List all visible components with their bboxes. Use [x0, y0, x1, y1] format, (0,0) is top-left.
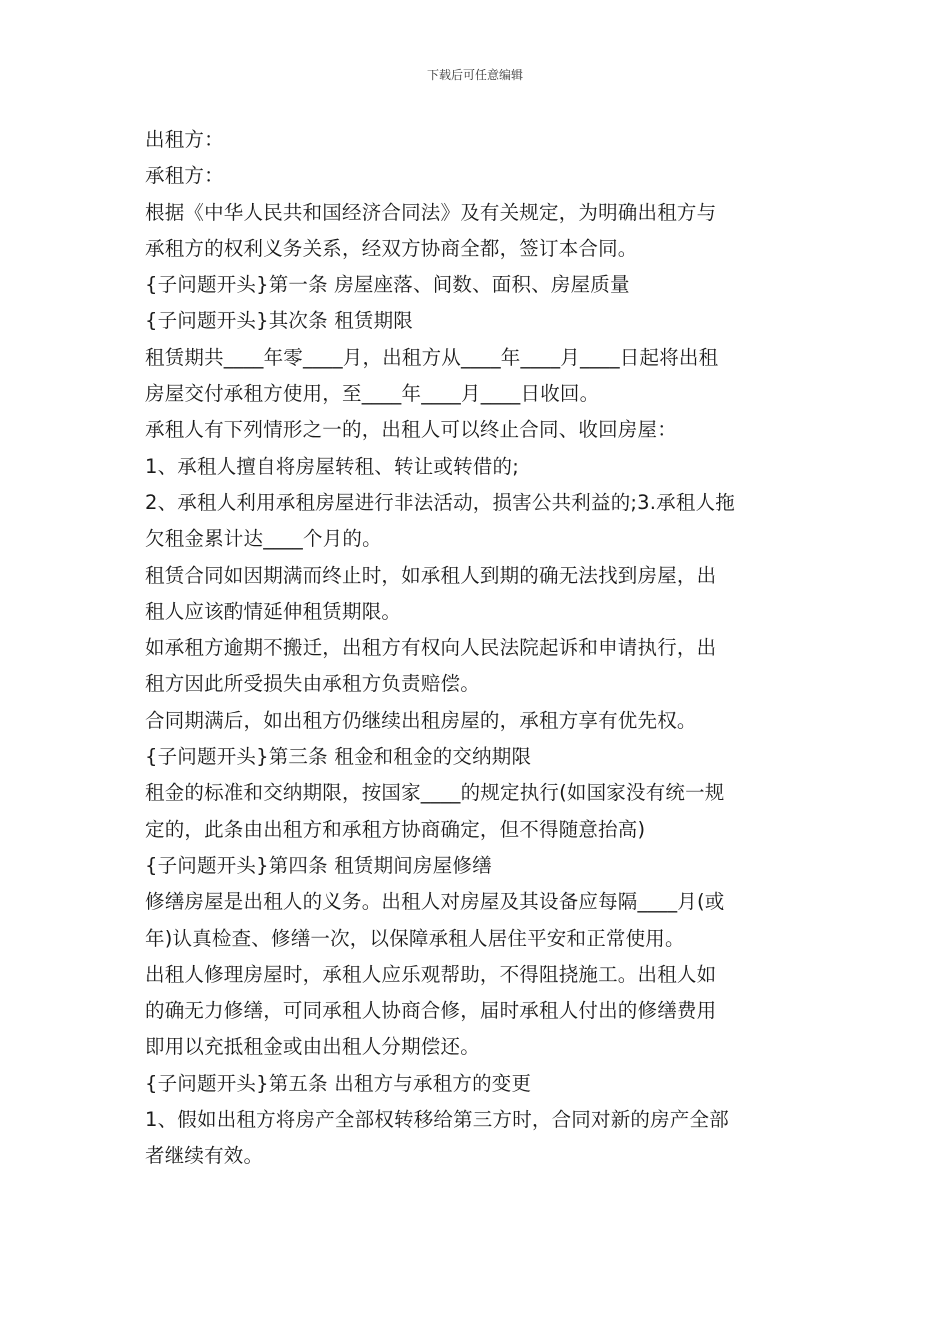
text-line: 承租方的权利义务关系，经双方协商全都，签订本合同。: [145, 236, 638, 260]
text-line: 定的，此条由出租方和承租方协商确定，但不得随意抬高): [145, 817, 646, 841]
text-line: 根据《中华人民共和国经济合同法》及有关规定，为明确出租方与: [145, 200, 717, 224]
text-line: 即用以充抵租金或由出租人分期偿还。: [145, 1035, 480, 1059]
text-line: 年)认真检查、修缮一次，以保障承租人居住平安和正常使用。: [145, 926, 685, 950]
text-line: 租方因此所受损失由承租方负责赔偿。: [145, 672, 480, 696]
text-line: 承租方：: [145, 164, 224, 188]
text-line: 的确无力修缮，可同承租人协商合修，届时承租人付出的修缮费用: [145, 999, 717, 1023]
text-line: 出租方：: [145, 128, 224, 151]
text-line: 出租人修理房屋时，承租人应乐观帮助，不得阻挠施工。出租人如: [145, 962, 717, 986]
text-line: 房屋交付承租方使用，至____年____月____日收回。: [145, 382, 600, 406]
text-line: 1、假如出租方将房产全部权转移给第三方时，合同对新的房产全部: [145, 1108, 729, 1132]
text-line: 租人应该酌情延伸租赁期限。: [145, 599, 402, 623]
document-body: [145, 122, 810, 1175]
section-heading: {子问题开头}第五条 出租方与承租方的变更: [145, 1071, 532, 1095]
section-heading: {子问题开头}第一条 房屋座落、间数、面积、房屋质量: [145, 273, 630, 297]
text-line: 租赁合同如因期满而终止时，如承租人到期的确无法找到房屋，出: [145, 563, 717, 587]
text-line: 租金的标准和交纳期限，按国家____的规定执行(如国家没有统一规: [145, 781, 725, 805]
text-line: 欠租金累计达____个月的。: [145, 527, 382, 551]
text-line: 者继续有效。: [145, 1144, 264, 1168]
text-line: 2、承租人利用承租房屋进行非法活动，损害公共利益的;3.承租人拖: [145, 490, 735, 514]
text-line: 承租人有下列情形之一的，出租人可以终止合同、收回房屋：: [145, 418, 677, 442]
text-line: 合同期满后，如出租方仍继续出租房屋的，承租方享有优先权。: [145, 708, 697, 732]
page-header: 下载后可任意编辑: [426, 68, 523, 82]
text-line: 如承租方逾期不搬迁，出租方有权向人民法院起诉和申请执行，出: [145, 636, 717, 660]
text-line: 1、承租人擅自将房屋转租、转让或转借的;: [145, 454, 519, 478]
text-line: 租赁期共____年零____月，出租方从____年____月____日起将出租: [145, 345, 719, 369]
text-line: 修缮房屋是出租人的义务。出租人对房屋及其设备应每隔____月(或: [145, 890, 725, 914]
section-heading: {子问题开头}第四条 租赁期间房屋修缮: [145, 853, 492, 877]
section-heading: {子问题开头}其次条 租赁期限: [145, 309, 414, 333]
section-heading: {子问题开头}第三条 租金和租金的交纳期限: [145, 745, 532, 769]
